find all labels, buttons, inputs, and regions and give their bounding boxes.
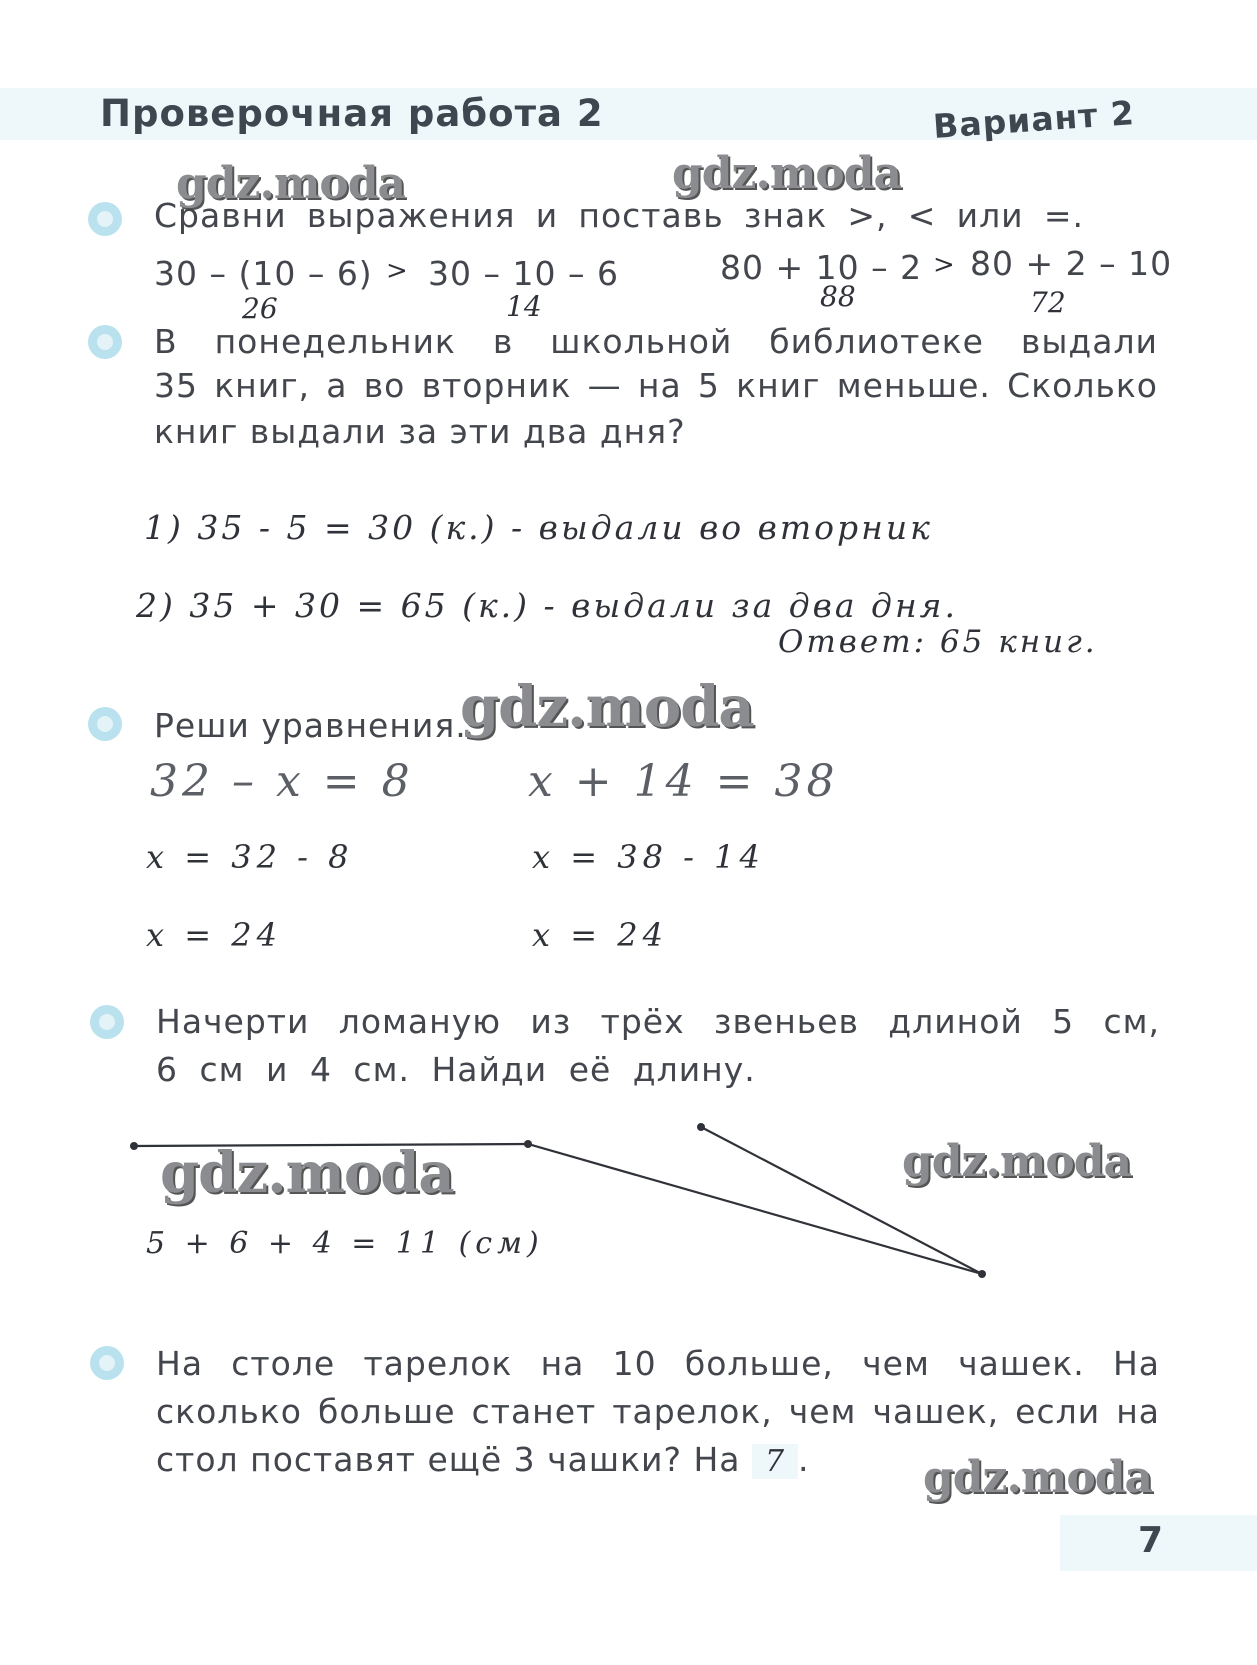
- task-1-expr-2-right-value: 72: [1030, 286, 1066, 319]
- task-1-expr-1-sign: >: [386, 256, 408, 286]
- task-1-expr-1-right: 30 – 10 – 6: [428, 254, 619, 293]
- task-1-expr-2-right: 80 + 2 – 10: [970, 244, 1173, 283]
- task-5-line-3: [156, 1440, 810, 1479]
- variant-label: Вариант 2: [931, 93, 1136, 146]
- task-5-line-1: На столе тарелок на 10 больше, чем чашек. На: [156, 1344, 1160, 1383]
- watermark: gdz.moda: [902, 1136, 1132, 1187]
- task-1-expr-2-left-value: 88: [820, 280, 856, 313]
- page-number: 7: [1138, 1520, 1164, 1561]
- broken-line-point: [978, 1270, 986, 1278]
- task-4-solution: 5 + 6 + 4 = 11 (см): [146, 1226, 544, 1261]
- broken-line-point: [697, 1123, 705, 1131]
- broken-line-point: [130, 1142, 138, 1150]
- task-2-line-3: книг выдали за эти два дня?: [154, 412, 686, 451]
- task-2-step-2: 2) 35 + 30 = 65 (к.) - выдали за два дня.: [136, 586, 959, 625]
- task-3-eq-1-result: x = 24: [146, 916, 282, 954]
- task-5-line-3-text: стол поставят ещё 3 чашки? На: [156, 1440, 741, 1479]
- task-2-line-2: 35 книг, а во вторник — на 5 книг меньше. Сколько: [154, 366, 1158, 405]
- task-1-expr-1-right-value: 14: [506, 290, 542, 323]
- task-2-answer: Ответ: 65 книг.: [778, 624, 1098, 660]
- task-2-step-1: 1) 35 - 5 = 30 (к.) - выдали во вторник: [144, 508, 933, 547]
- watermark: gdz.moda: [460, 674, 754, 740]
- watermark: gdz.moda: [923, 1452, 1153, 1503]
- watermark: gdz.moda: [672, 148, 902, 199]
- page-title: Проверочная работа 2: [100, 92, 604, 135]
- task-3-text: Реши уравнения.: [154, 706, 467, 745]
- task-5-line-2: сколько больше станет тарелок, чем чашек, если на: [156, 1392, 1160, 1431]
- task-3-eq-1-step: x = 32 - 8: [146, 838, 354, 876]
- task-1-expr-1-left-value: 26: [242, 292, 278, 325]
- task-3-eq-2-result: x = 24: [532, 916, 668, 954]
- task-3-eq-2: x + 14 = 38: [528, 756, 839, 807]
- watermark: gdz.moda: [160, 1140, 454, 1206]
- task-3-eq-2-step: x = 38 - 14: [532, 838, 765, 876]
- task-5-answer: 7: [752, 1444, 798, 1479]
- broken-line-point: [524, 1140, 532, 1148]
- task-1-expr-2-left: 80 + 10 – 2: [720, 248, 923, 287]
- task-4-line-1: Начерти ломаную из трёх звеньев длиной 5 см,: [156, 1002, 1160, 1041]
- task-1-expr-1-left: 30 – (10 – 6): [154, 254, 373, 293]
- task-1-expr-2-sign: >: [933, 250, 955, 280]
- task-3-eq-1: 32 – x = 8: [150, 756, 414, 807]
- task-5-line-3-end: .: [798, 1440, 810, 1479]
- task-2-line-1: В понедельник в школьной библиотеке выдали: [154, 322, 1158, 361]
- watermark: gdz.moda: [176, 158, 406, 209]
- task-4-line-2: 6 см и 4 см. Найди её длину.: [156, 1050, 756, 1089]
- task-1-text: Сравни выражения и поставь знак >, < или =.: [154, 196, 1084, 235]
